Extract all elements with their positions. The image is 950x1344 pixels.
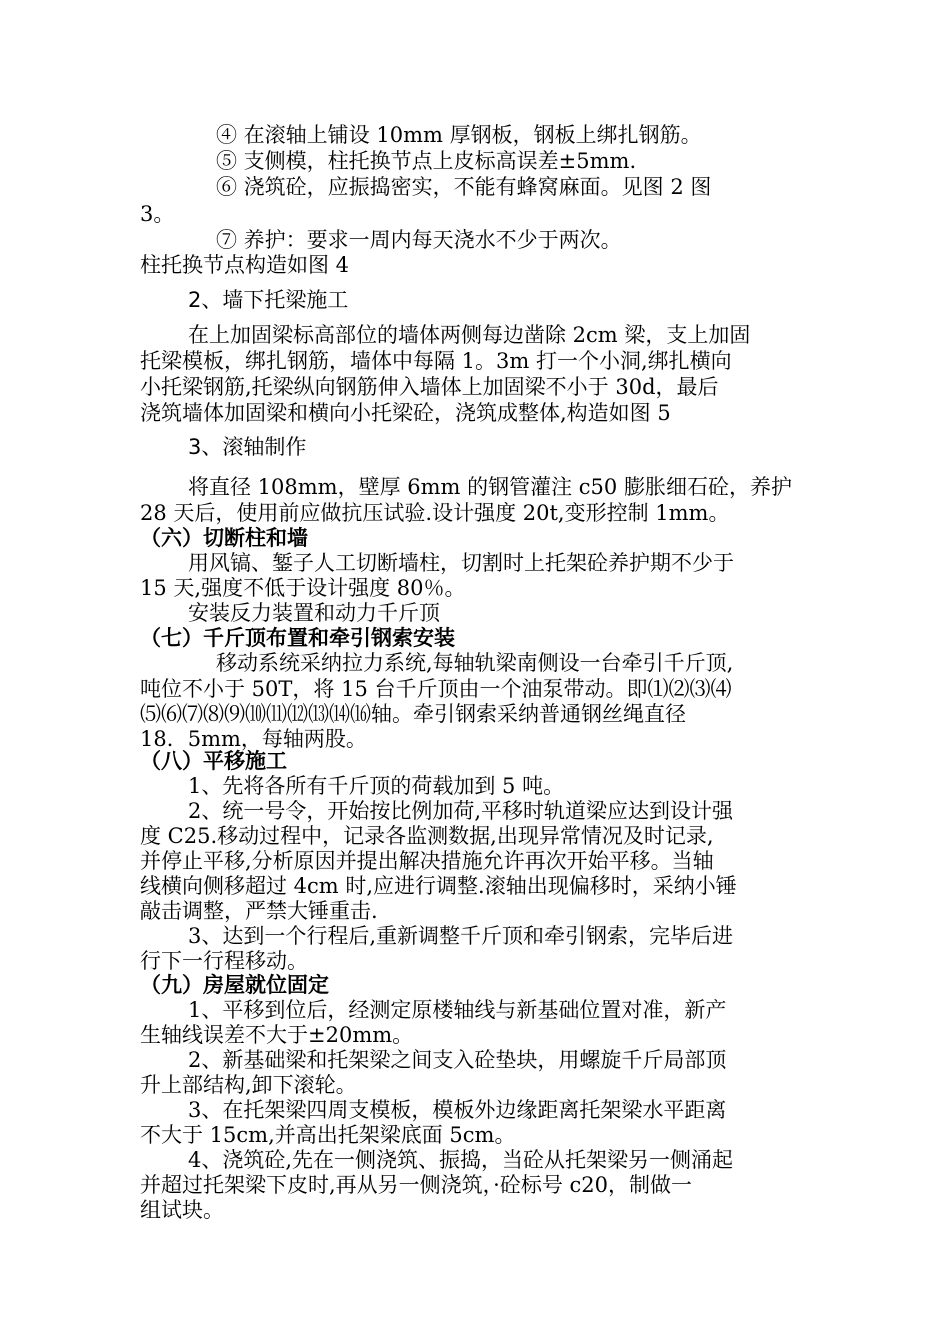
- text-line: 并超过托架梁下皮时,再从另一侧浇筑，·砼标号 c20，制做一: [140, 1173, 693, 1197]
- text-line: 18．5mm，每轴两股。: [140, 727, 367, 751]
- section-heading: （九）房屋就位固定: [140, 973, 329, 997]
- text-line: 2、统一号令，开始按比例加荷,平移时轨道梁应达到设计强: [188, 799, 734, 823]
- text-line: 浇筑墙体加固梁和横向小托梁砼，浇筑成整体,构造如图 5: [140, 401, 671, 425]
- text-line: 敲击调整，严禁大锤重击.: [140, 899, 378, 923]
- text-line: ⑥ 浇筑砼，应振捣密实，不能有蜂窝麻面。见图 2 图: [216, 175, 712, 199]
- section-heading: （八）平移施工: [140, 749, 287, 773]
- text-line: 在上加固梁标高部位的墙体两侧每边凿除 2cm 梁，支上加固: [188, 323, 751, 347]
- text-line: 将直径 108mm，壁厚 6mm 的钢管灌注 c50 膨胀细石砼，养护: [188, 475, 792, 499]
- text-line: 3、在托架梁四周支模板，模板外边缘距离托架梁水平距离: [188, 1098, 727, 1122]
- text-line: 不大于 15cm,并高出托架梁底面 5cm。: [140, 1123, 516, 1147]
- text-line: 移动系统采纳拉力系统,每轴轨梁南侧设一台牵引千斤顶,: [216, 651, 734, 675]
- text-line: 小托梁钢筋,托梁纵向钢筋伸入墙体上加固梁不小于 30d，最后: [140, 375, 719, 399]
- text-line: 3、达到一个行程后,重新调整千斤顶和牵引钢索，完毕后进: [188, 924, 734, 948]
- text-line: 1、先将各所有千斤顶的荷载加到 5 吨。: [188, 774, 565, 798]
- text-line: 安装反力装置和动力千斤顶: [188, 601, 440, 625]
- text-line: ⑸⑹⑺⑻⑼⑽⑾⑿⒀⒁⒃轴。牵引钢索采纳普通钢丝绳直径: [140, 702, 686, 726]
- text-line: 15 天,强度不低于设计强度 80％。: [140, 576, 466, 600]
- text-line: 28 天后，使用前应做抗压试验.设计强度 20t,变形控制 1mm。: [140, 501, 730, 525]
- text-line: 组试块。: [140, 1198, 224, 1222]
- text-line: 柱托换节点构造如图 4: [140, 253, 350, 277]
- text-line: 并停止平移,分析原因并提出解决措施允许再次开始平移。当轴: [140, 849, 714, 873]
- section-heading: （七）千斤顶布置和牵引钢索安装: [140, 626, 455, 650]
- text-line: ④ 在滚轴上铺设 10mm 厚钢板，钢板上绑扎钢筋。: [216, 123, 702, 147]
- text-line: 1、平移到位后，经测定原楼轴线与新基础位置对准，新产: [188, 998, 727, 1022]
- text-line: 生轴线误差不大于±20mm。: [140, 1023, 414, 1047]
- section-heading: 3、滚轴制作: [188, 435, 307, 459]
- text-line: ⑤ 支侧模，柱托换节点上皮标高误差±5mm.: [216, 149, 637, 173]
- text-line: 行下一行程移动。: [140, 949, 308, 973]
- text-line: 4、浇筑砼,先在一侧浇筑、振捣，当砼从托架梁另一侧涌起: [188, 1148, 734, 1172]
- section-heading: （六）切断柱和墙: [140, 526, 308, 550]
- text-line: 3。: [140, 202, 175, 226]
- text-line: 线横向侧移超过 4cm 时,应进行调整.滚轴出现偏移时，采纳小锤: [140, 874, 737, 898]
- section-heading: 2、墙下托梁施工: [188, 288, 349, 312]
- text-line: 升上部结构,卸下滚轮。: [140, 1073, 357, 1097]
- text-line: 吨位不小于 50T，将 15 台千斤顶由一个油泵带动。即⑴⑵⑶⑷: [140, 677, 732, 701]
- text-line: 度 C25.移动过程中，记录各监测数据,出现异常情况及时记录,: [140, 824, 714, 848]
- text-line: ⑦ 养护：要求一周内每天浇水不少于两次。: [216, 228, 622, 252]
- text-line: 用风镐、錾子人工切断墙柱，切割时上托架砼养护期不少于: [188, 551, 734, 575]
- text-line: 托梁模板，绑扎钢筋，墙体中每隔 1。3m 打一个小洞,绑扎横向: [140, 349, 732, 373]
- text-line: 2、新基础梁和托架梁之间支入砼垫块，用螺旋千斤局部顶: [188, 1048, 727, 1072]
